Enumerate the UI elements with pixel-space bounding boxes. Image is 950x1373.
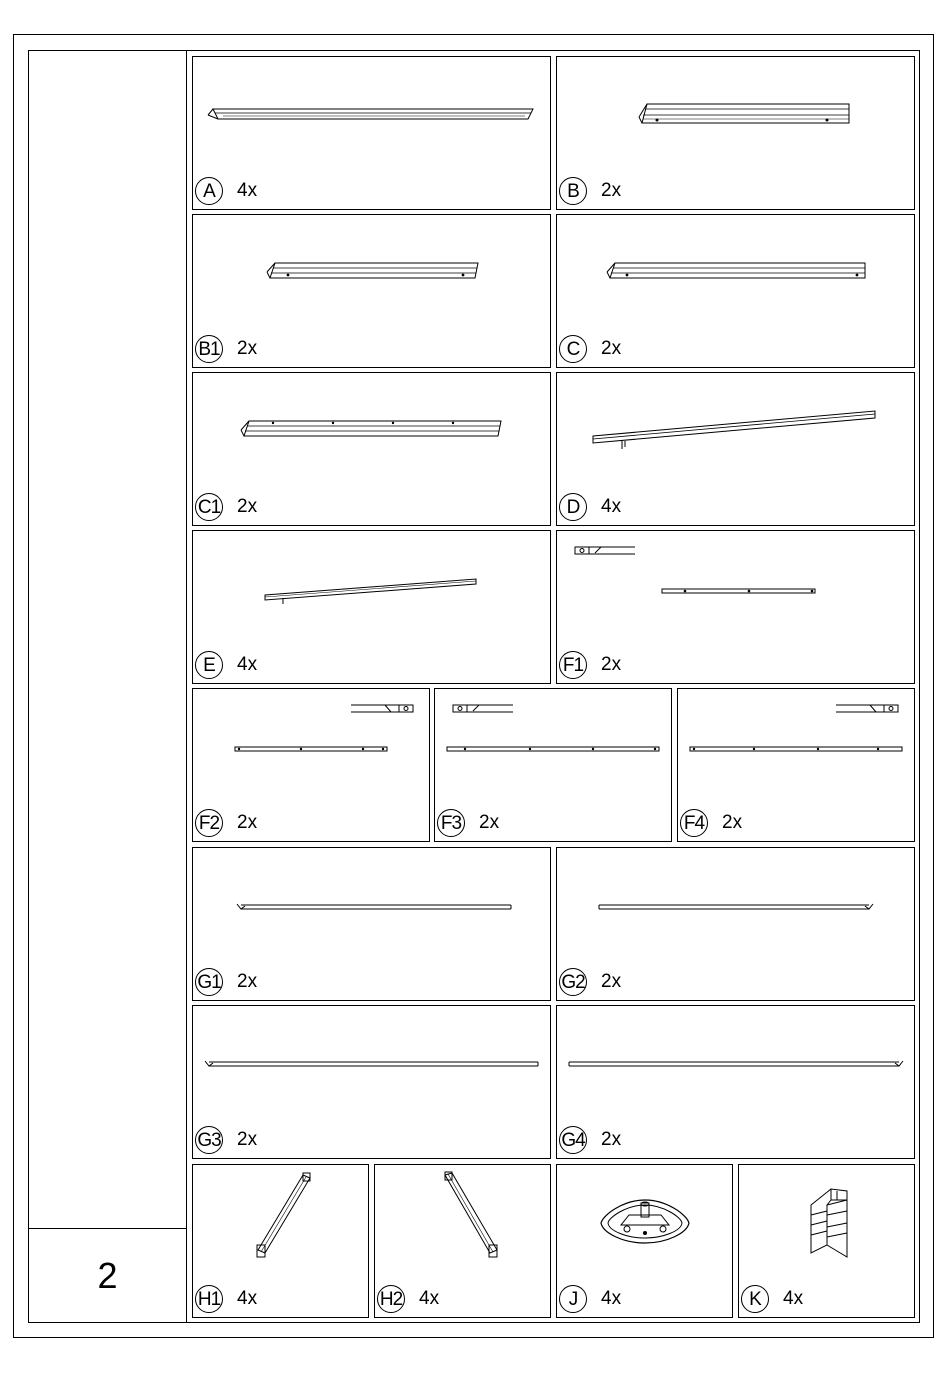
sidebar-column	[28, 50, 187, 1323]
part-id-badge: A	[195, 177, 223, 205]
part-cell-g4	[556, 1005, 915, 1159]
part-quantity: 4x	[601, 496, 622, 517]
part-id-badge: K	[741, 1285, 769, 1313]
part-id-badge: G1	[195, 968, 223, 996]
part-cell-g1	[192, 847, 551, 1001]
part-id-badge: B1	[195, 335, 223, 363]
part-quantity: 2x	[237, 971, 258, 992]
part-cell-b	[556, 56, 915, 210]
part-quantity: 2x	[237, 496, 258, 517]
part-label-row	[559, 649, 621, 681]
part-label-row	[559, 333, 621, 365]
part-label-row	[195, 175, 257, 207]
part-id-badge: F4	[680, 809, 708, 837]
part-id-badge: F2	[195, 809, 223, 837]
part-quantity: 2x	[601, 1129, 622, 1150]
part-quantity: 4x	[237, 654, 258, 675]
part-quantity: 4x	[419, 1288, 440, 1309]
part-cell-f3	[434, 688, 672, 842]
part-label-row	[195, 333, 257, 365]
part-label-row	[559, 1124, 621, 1156]
part-quantity: 2x	[601, 654, 622, 675]
part-cell-f2	[192, 688, 430, 842]
part-label-row	[195, 649, 257, 681]
part-cell-f4	[677, 688, 915, 842]
part-label-row	[559, 175, 621, 207]
part-quantity: 2x	[479, 812, 500, 833]
part-label-row	[559, 1283, 621, 1315]
page-number: 2	[97, 1254, 118, 1296]
part-quantity: 2x	[601, 971, 622, 992]
part-label-row	[195, 491, 257, 523]
part-cell-j	[556, 1164, 733, 1318]
part-quantity: 4x	[601, 1288, 622, 1309]
part-quantity: 2x	[237, 1129, 258, 1150]
part-quantity: 4x	[783, 1288, 804, 1309]
part-cell-h1	[192, 1164, 369, 1318]
part-label-row	[559, 966, 621, 998]
part-cell-c1	[192, 372, 551, 526]
part-cell-f1	[556, 530, 915, 684]
part-quantity: 2x	[237, 338, 258, 359]
part-label-row	[559, 491, 621, 523]
part-id-badge: G2	[559, 968, 587, 996]
part-cell-h2	[374, 1164, 551, 1318]
part-id-badge: J	[559, 1285, 587, 1313]
part-id-badge: F3	[437, 809, 465, 837]
part-label-row	[741, 1283, 803, 1315]
part-id-badge: G3	[195, 1126, 223, 1154]
part-id-badge: C1	[195, 493, 223, 521]
part-label-row	[437, 807, 499, 839]
part-cell-d	[556, 372, 915, 526]
part-quantity: 2x	[601, 338, 622, 359]
part-id-badge: F1	[559, 651, 587, 679]
part-cell-k	[738, 1164, 915, 1318]
part-id-badge: G4	[559, 1126, 587, 1154]
part-label-row	[377, 1283, 439, 1315]
part-label-row	[195, 1124, 257, 1156]
part-id-badge: H1	[195, 1285, 223, 1313]
part-id-badge: E	[195, 651, 223, 679]
part-cell-g2	[556, 847, 915, 1001]
part-label-row	[195, 966, 257, 998]
part-id-badge: B	[559, 177, 587, 205]
part-quantity: 2x	[237, 812, 258, 833]
part-cell-b1	[192, 214, 551, 368]
part-quantity: 4x	[237, 180, 258, 201]
part-cell-g3	[192, 1005, 551, 1159]
part-cell-e	[192, 530, 551, 684]
part-label-row	[195, 807, 257, 839]
parts-grid	[187, 50, 920, 1323]
part-quantity: 2x	[722, 812, 743, 833]
part-id-badge: C	[559, 335, 587, 363]
part-label-row	[195, 1283, 257, 1315]
part-cell-c	[556, 214, 915, 368]
part-id-badge: H2	[377, 1285, 405, 1313]
part-cell-a	[192, 56, 551, 210]
part-id-badge: D	[559, 493, 587, 521]
part-label-row	[680, 807, 742, 839]
part-quantity: 2x	[601, 180, 622, 201]
part-quantity: 4x	[237, 1288, 258, 1309]
